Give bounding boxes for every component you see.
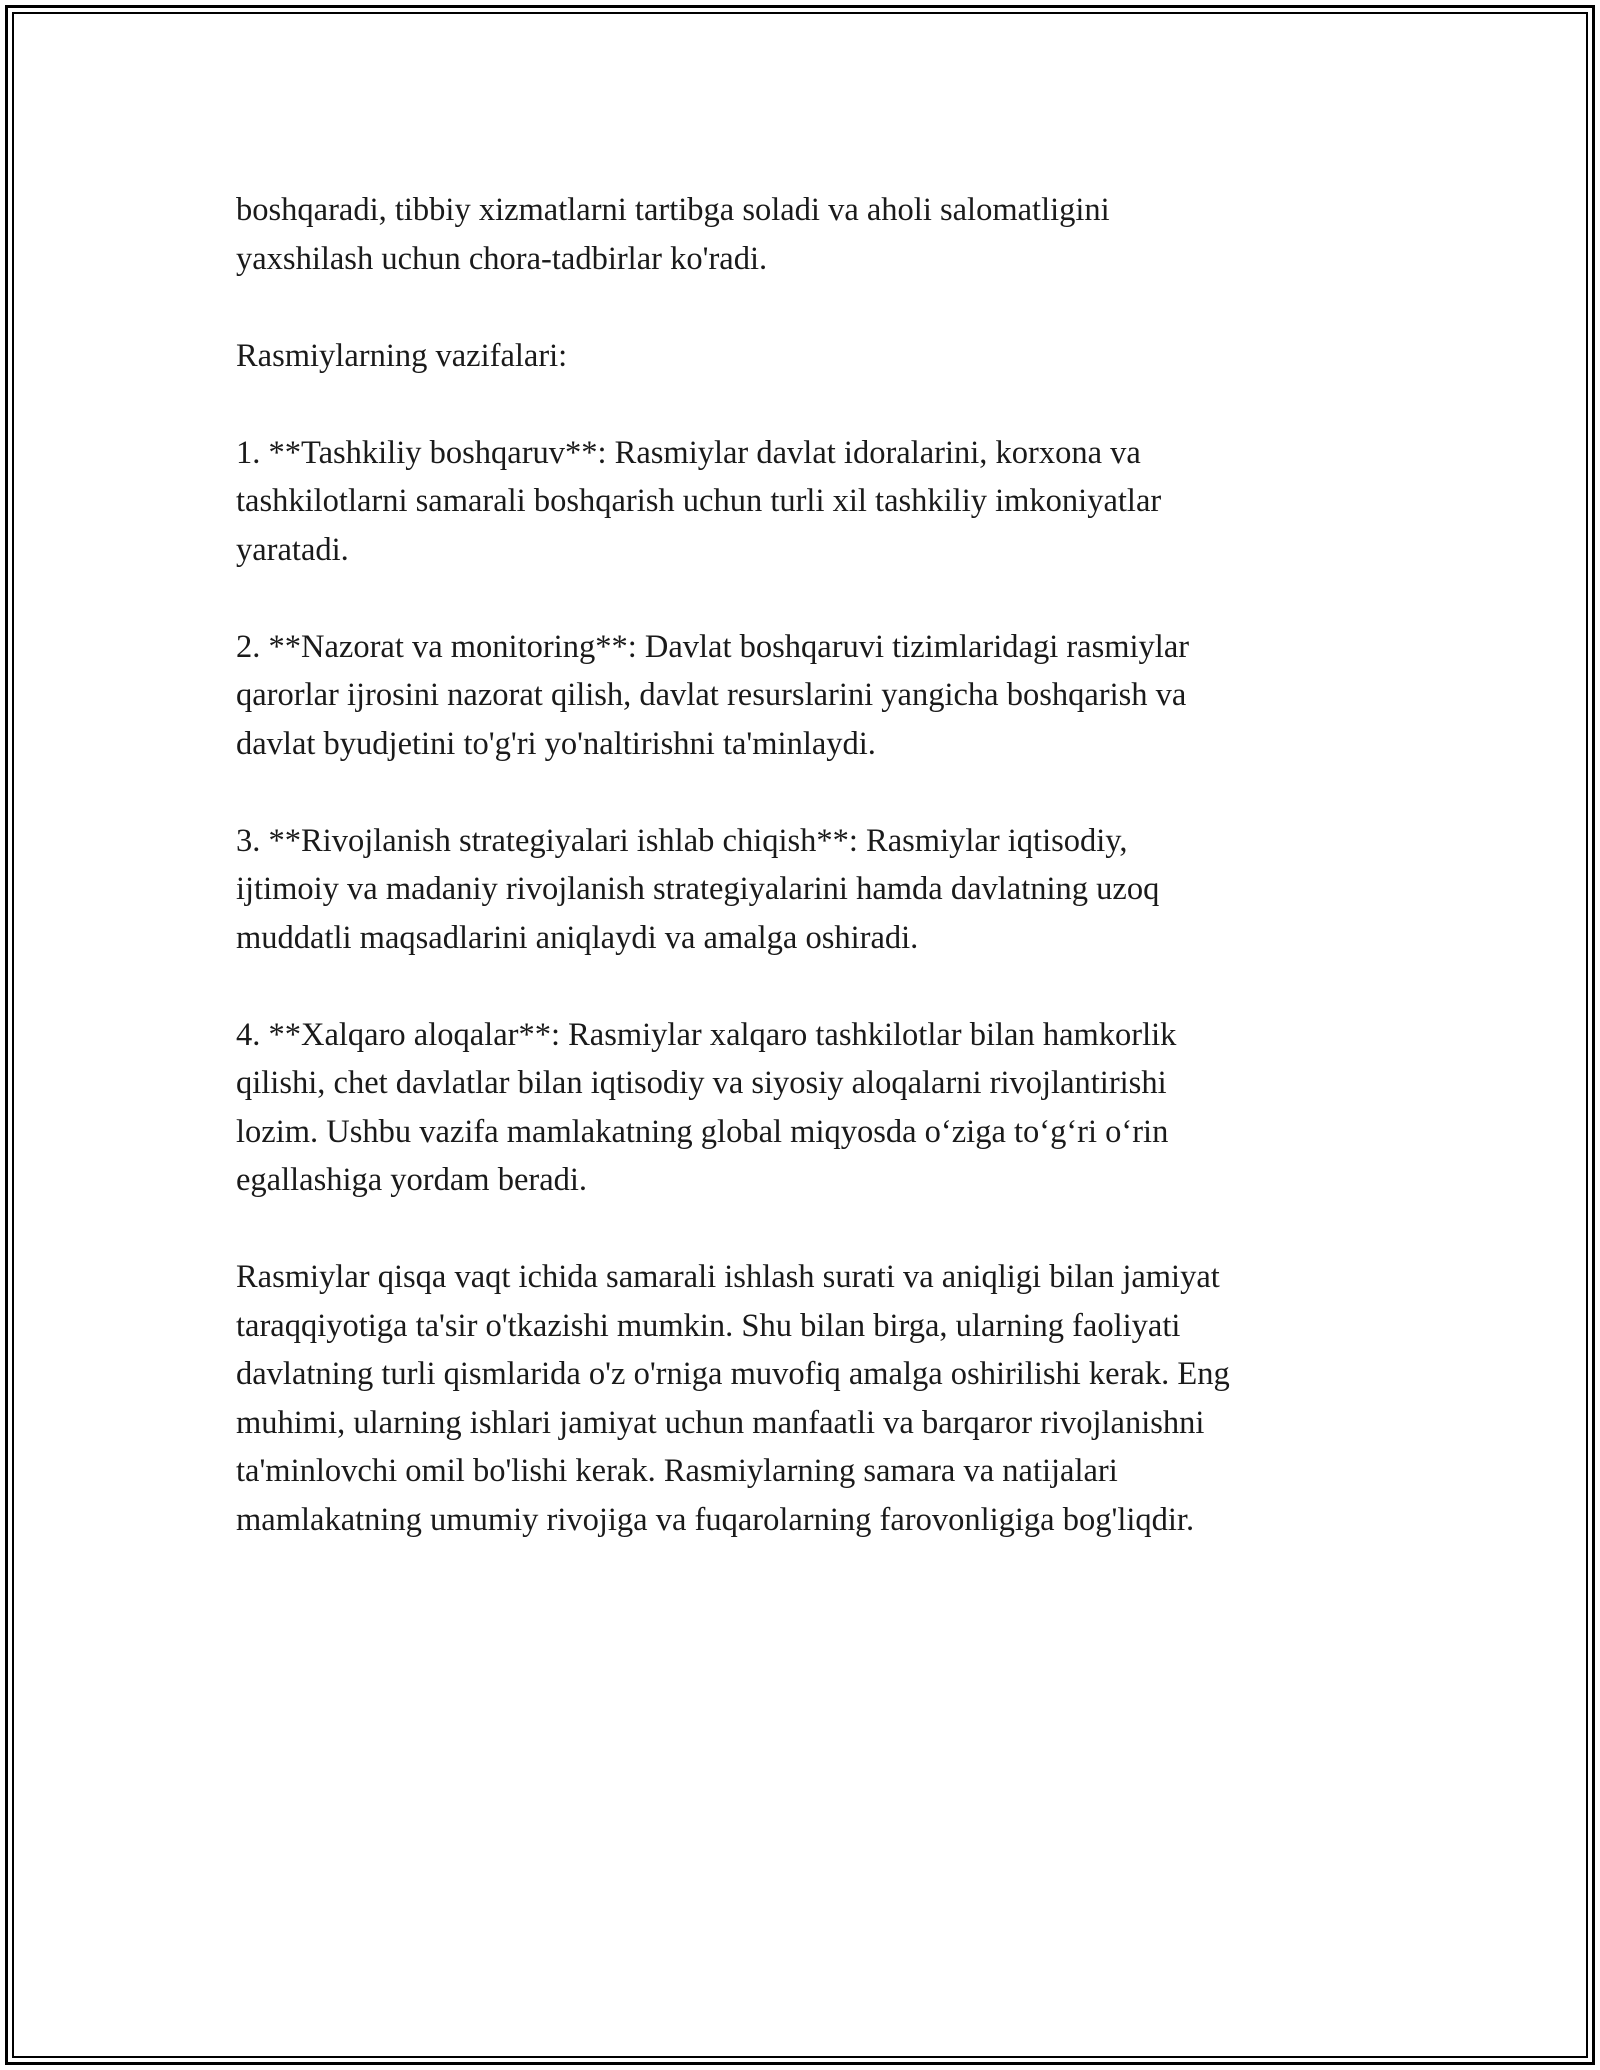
paragraph-intro-continuation: boshqaradi, tibbiy xizmatlarni tartibga soladi va aholi salomatligini yaxshilash uchun chora-tadbirlar ko'radi. [236,192,1110,277]
list-item-4: 4. **Xalqaro aloqalar**: Rasmiylar xalqaro tashkilotlar bilan hamkorlik qilishi, chet davlatlar bilan iqtisodiy va siyosiy aloqalarni rivojlantirishi lozim. Ushbu vazifa mamlakatning global miqyosda o‘ziga to‘g‘ri o‘rin egallashiga yordam beradi. [236,1016,1177,1198]
list-item-2: 2. **Nazorat va monitoring**: Davlat boshqaruvi tizimlaridagi rasmiylar qarorlar ijrosini nazorat qilish, davlat resurslarini yangicha boshqarish va davlat byudjetini to'g'ri yo'naltirishni ta'minlaydi. [236,628,1190,762]
paragraph-conclusion: Rasmiylar qisqa vaqt ichida samarali ishlash surati va aniqligi bilan jamiyat taraqqiyotiga ta'sir o'tkazishi mumkin. Shu bilan birga, ularning faoliyati davlatning turli qismlarida o'z o'rniga muvofiq amalga oshirilishi kerak. Eng muhimi, ularning ishlari jamiyat uchun manfaatli va barqaror rivojlanishni ta'minlovchi omil bo'lishi kerak. Rasmiylarning samara va natijalari mamlakatning umumiy rivojiga va fuqarolarning farovonligiga bog'liqdir. [236,1259,1230,1538]
list-item-3: 3. **Rivojlanish strategiyalari ishlab chiqish**: Rasmiylar iqtisodiy, ijtimoiy va madaniy rivojlanish strategiyalarini hamda davlatning uzoq muddatli maqsadlarini aniqlaydi va amalga oshiradi. [236,822,1160,956]
paragraph-duties-heading: Rasmiylarning vazifalari: [236,337,568,374]
document-body [236,186,1376,1544]
list-item-1: 1. **Tashkiliy boshqaruv**: Rasmiylar davlat idoralarini, korxona va tashkilotlarni samarali boshqarish uchun turli xil tashkiliy imkoniyatlar yaratadi. [236,434,1162,568]
